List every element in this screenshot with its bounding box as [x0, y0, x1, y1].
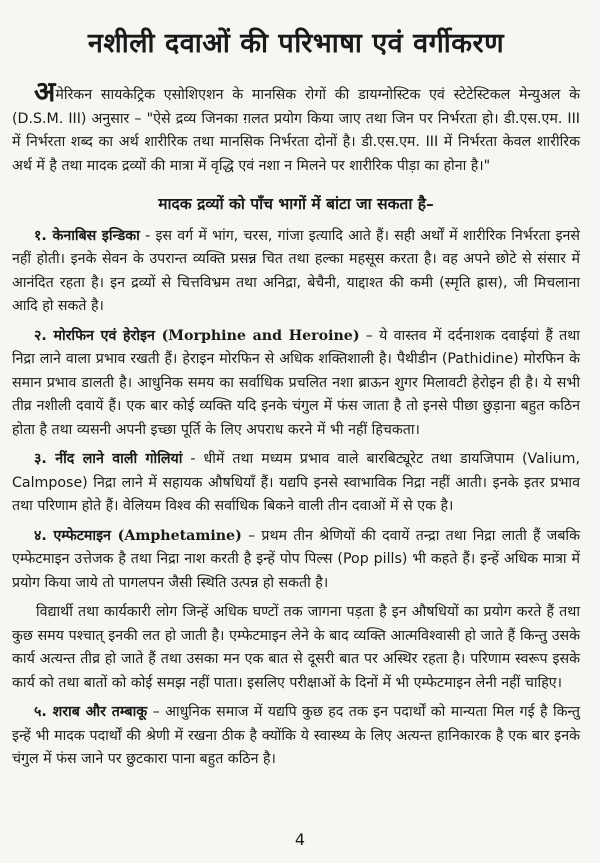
page-title: नशीली दवाओं की परिभाषा एवं वर्गीकरण: [87, 28, 505, 59]
section-heading: २. मोरफिन एवं हेरोइन: [34, 327, 155, 344]
section-text: – ये वास्तव में दर्दनाशक दवाईयां हैं तथा निद्रा लाने वाला प्रभाव रखती हैं। हेराइन मोरफिन से अधिक शक्तिशाली है। पैथीडीन (Pathidine) मोरफिन के समान प्रभाव डालती है। आधुनिक समय का सर्वाधिक प्रचलित नशा ब्राऊन शुगर मिलावटी हेरोइन ही है। ये सभी तीव्र नशीली दवायें हैं। एक बार कोई व्यक्ति यदि इनके चंगुल में फंस जाता है तो इनसे पीछा छुड़ाना बहुत कठिन होता है तथा व्यसनी अपनी इच्छा पूर्ति के लिए अपराध करने में भी नहीं हिचकता।: [12, 327, 580, 438]
intro-text: मेरिकन सायकेट्रिक एसोशिएशन के मानसिक रोगों की डायग्नोस्टिक एवं स्टेटेस्टिकल मेन्युअल के (D.S.M. III) अनुसार – "ऐसे द्रव्य जिनका ग़लत प्रयोग किया जाए तथा जिन पर निर्भरता हो। डी.एस.एम. III में निर्भरता शब्द का अर्थ शारीरिक तथा मानसिक निर्भरता दोनों है। डी.एस.एम. III में निर्भरता केवल शारीरिक अर्थ में है तथा मादक द्रव्यों की मात्रा में वृद्धि एवं नशा न मिलने पर शारीरिक पीड़ा का होना है।": [12, 87, 580, 174]
section-text: - इस वर्ग में भांग, चरस, गांजा इत्यादि आते हैं। सही अर्थों में शारीरिक निर्भरता इनसे नहीं होती। इनके सेवन के उपरान्त व्यक्ति प्रसन्न चित तथा हल्का महसूस करता है। वह अपने छोटे से संसार में आनंदित रहता है। इन द्रव्यों से चित्तविभ्रम तथा अनिद्रा, बेचैनी, याद्दाश्त की कमी (स्मृति ह्रास), जी मिचलाना आदि हो सकते है।: [12, 227, 581, 315]
section-alcohol-tobacco: [12, 701, 580, 772]
section-english-term: (Morphine and Heroine): [154, 327, 360, 344]
section-text: - धीमें तथा मध्यम प्रभाव वाले बारबिट्यूरेट तथा डायजिपाम (Valium, Calmpose) निद्रा लाने में सहायक औषधियाँ हैं। यद्यपि इनसे स्वाभाविक निद्रा नहीं आती। इनके इतर प्रभाव तथा परिणाम होते हैं। वेलियम विश्व की सर्वाधिक बिकने वाली तीन दवाओं में से एक है।: [12, 451, 580, 515]
section-morphine: [12, 325, 580, 443]
section-heading: ५. शराब और तम्बाकू: [34, 704, 148, 721]
drop-cap: अ: [34, 75, 56, 109]
section-heading: ३. नींद लाने वाली गोलियां: [34, 451, 183, 468]
page-number: 4: [294, 830, 306, 849]
section-heading: १. केनाबिस इन्डिका: [34, 227, 140, 244]
section-amphetamine-continued: विद्यार्थी तथा कार्यकारी लोग जिन्हें अधिक घण्टों तक जागना पड़ता है इन औषधियों का प्रयोग करते हैं तथा कुछ समय पश्चात् इनकी लत हो जाती है। एम्फेटमाइन लेने के बाद व्यक्ति आत्मविश्वासी हो जाते हैं किन्तु उसके कार्य अत्यन्त तीव्र हो जाते हैं तथा उसका मन एक बात से दूसरी बात पर अस्थिर रहता है। परिणाम स्वरूप इसके कार्य को तथा बातों को कोई समझ नहीं पाता। इसलिए परीक्षाओं के दिनों में भी एम्फेटमाइन लेनी नहीं चाहिए।: [12, 604, 580, 691]
section-text: – प्रथम तीन श्रेणियों की दवायें तन्द्रा तथा निद्रा लाती हैं जबकि एम्फेटमाइन उत्तेजक है तथा निद्रा नाश करती है इन्हें पोप पिल्स (Pop pills) भी कहते हैं। इन्हें अधिक मात्रा में प्रयोग किया जाये तो पागलपन जैसी स्थिति उत्पन्न हो सकती है।: [12, 527, 581, 591]
section-english-term: (Amphetamine): [110, 527, 242, 544]
section-heading: ४. एम्फेटमाइन: [34, 527, 111, 544]
section-cannabis: [12, 225, 580, 319]
intro-paragraph: [12, 75, 580, 178]
section-subheading: मादक द्रव्यों को पाँच भागों में बांटा जा सकता है–: [158, 195, 434, 214]
section-amphetamine: [12, 525, 580, 596]
section-text: – आधुनिक समाज में यद्यपि कुछ हद तक इन पदार्थों को मान्यता मिल गई है किन्तु इन्हें भी मादक पदार्थों की श्रेणी में रखना ठीक है क्योंकि ये स्वास्थ्य के लिए अत्यन्त हानिकारक है एक बार इनके चंगुल में फंस जाने पर छुटकारा पाना बहुत कठिन है।: [12, 704, 580, 768]
section-sleeping-pills: [12, 448, 580, 519]
